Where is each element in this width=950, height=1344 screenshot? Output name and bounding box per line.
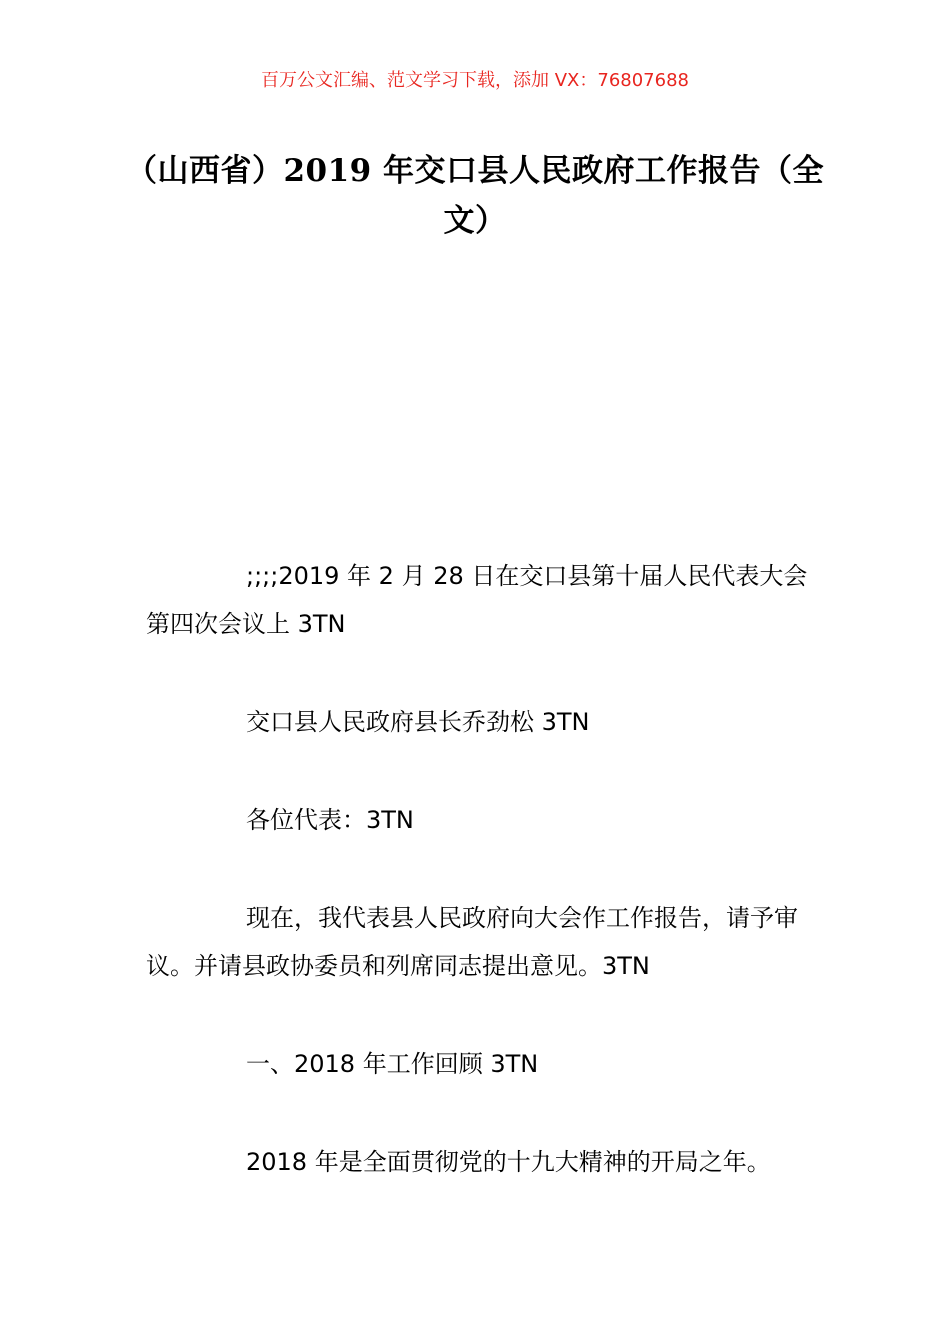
paragraph-review-start: 2018 年是全面贯彻党的十九大精神的开局之年。 [246, 1148, 771, 1176]
header-banner: 百万公文汇编、范文学习下载，添加 VX：76807688 [261, 70, 689, 91]
paragraph-salutation: 各位代表：3TN [246, 806, 414, 834]
document-title: （山西省）2019 年交口县人民政府工作报告（全文） [125, 153, 825, 239]
section-heading: 一、2018 年工作回顾 3TN [246, 1050, 539, 1078]
paragraph-author: 交口县人民政府县长乔劲松 3TN [246, 708, 590, 736]
paragraph-intro: 现在，我代表县人民政府向大会作工作报告，请予审议。并请县政协委员和列席同志提出意见。3TN [146, 904, 798, 980]
paragraph-meeting-info: ;;;;2019 年 2 月 28 日在交口县第十届人民代表大会第四次会议上 3TN [146, 562, 808, 638]
document-body [146, 552, 810, 1236]
